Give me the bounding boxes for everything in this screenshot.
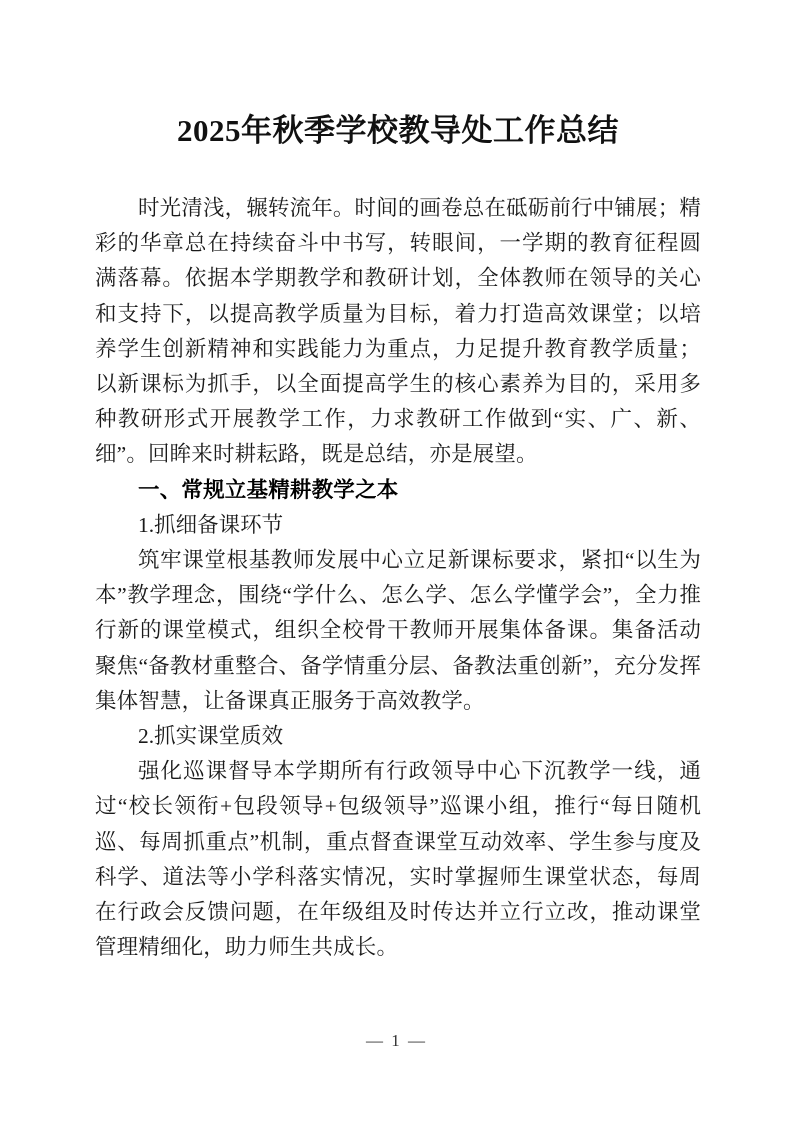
subsection-heading-2: 2.抓实课堂质效: [138, 724, 284, 749]
page-title: 2025年秋季学校教导处工作总结: [177, 113, 619, 148]
paragraph-item-2-body: 强化巡课督导本学期所有行政领导中心下沉教学一线，通过“校长领衔+包段领导+包级领导”巡课小组，推行“每日随机巡、每周抓重点”机制，重点督查课堂互动效率、学生参与度及科学、道法等小学科落实情况，实时掌握师生课堂状态，每周在行政会反馈问题，在年级组及时传达并立行立改，推动课堂管理精细化，助力师生共成长。: [95, 759, 701, 960]
paragraph-intro: 时光清浅，辗转流年。时间的画卷总在砥砺前行中铺展；精彩的华章总在持续奋斗中书写，转眼间，一学期的教育征程圆满落幕。依据本学期教学和教研计划，全体教师在领导的关心和支持下，以提高教学质量为目标，着力打造高效课堂；以培养学生创新精神和实践能力为重点，力足提升教育教学质量；以新课标为抓手，以全面提高学生的核心素养为目的，采用多种教研形式开展教学工作，力求教研工作做到“实、广、新、细”。回眸来时耕耘路，既是总结，亦是展望。: [95, 196, 701, 467]
page-number-footer: — 1 —: [366, 1031, 427, 1050]
paragraph-item-1-body: 筑牢课堂根基教师发展中心立足新课标要求，紧扣“以生为本”教学理念，围绕“学什么、怎么学、怎么学懂学会”，全力推行新的课堂模式，组织全校骨干教师开展集体备课。集备活动聚焦“备教材重整合、备学情重分层、备教法重创新”，充分发挥集体智慧，让备课真正服务于高效教学。: [95, 548, 701, 713]
document-body: [95, 191, 701, 965]
subsection-heading-1: 1.抓细备课环节: [138, 512, 284, 537]
section-heading-1: 一、常规立基精耕教学之本: [138, 477, 399, 502]
